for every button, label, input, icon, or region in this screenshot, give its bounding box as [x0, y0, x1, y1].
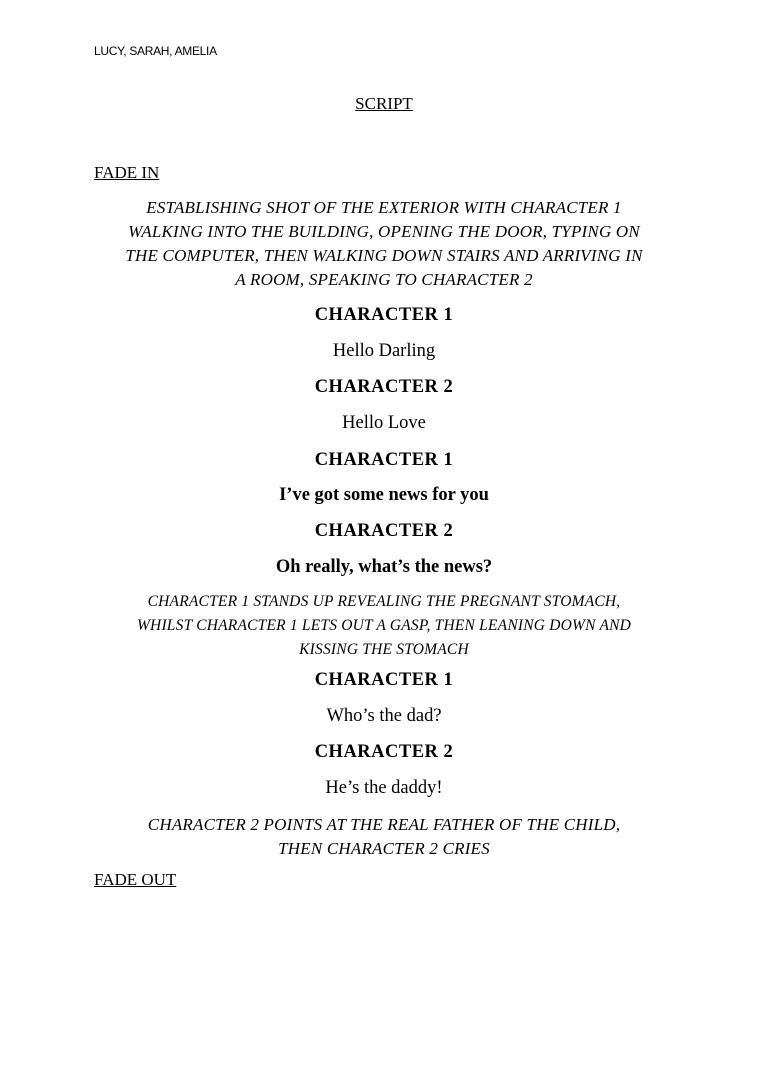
scene-description-2 — [84, 590, 684, 662]
dialogue-line: Hello Darling — [332, 341, 436, 361]
scene-description-3 — [84, 813, 684, 861]
character-cue: CHARACTER 2 — [314, 377, 454, 397]
character-cue: CHARACTER 1 — [314, 670, 454, 690]
dialogue-line: I’ve got some news for you — [279, 485, 489, 505]
character-cue: CHARACTER 2 — [314, 521, 454, 541]
scene-line: KISSING THE STOMACH — [299, 641, 469, 658]
scene-line: A ROOM, SPEAKING TO CHARACTER 2 — [235, 270, 533, 289]
scene-line: WHILST CHARACTER 1 LETS OUT A GASP, THEN LEANING DOWN AND — [136, 617, 632, 634]
page-title: SCRIPT — [355, 94, 413, 113]
character-cue: CHARACTER 2 — [314, 742, 454, 762]
dialogue-line: He’s the daddy! — [325, 778, 443, 798]
dialogue-line: Oh really, what’s the news? — [275, 557, 493, 577]
character-cue: CHARACTER 1 — [314, 305, 454, 325]
fade-in-transition: FADE IN — [94, 163, 160, 182]
dialogue-line: Hello Love — [342, 413, 426, 433]
scene-line: ESTABLISHING SHOT OF THE EXTERIOR WITH CHARACTER 1 — [146, 198, 622, 217]
scene-line: CHARACTER 2 POINTS AT THE REAL FATHER OF THE CHILD, — [147, 815, 621, 834]
character-cue: CHARACTER 1 — [314, 450, 454, 470]
authors-header: LUCY, SARAH, AMELIA — [94, 44, 217, 58]
dialogue-line: Who’s the dad? — [326, 706, 442, 726]
scene-line: WALKING INTO THE BUILDING, OPENING THE DOOR, TYPING ON — [128, 222, 640, 241]
scene-line: CHARACTER 1 STANDS UP REVEALING THE PREGNANT STOMACH, — [147, 593, 621, 610]
scene-line: THE COMPUTER, THEN WALKING DOWN STAIRS AND ARRIVING IN — [125, 246, 643, 265]
scene-line: THEN CHARACTER 2 CRIES — [278, 839, 490, 858]
scene-description-1 — [84, 196, 684, 292]
fade-out-transition: FADE OUT — [94, 870, 177, 889]
